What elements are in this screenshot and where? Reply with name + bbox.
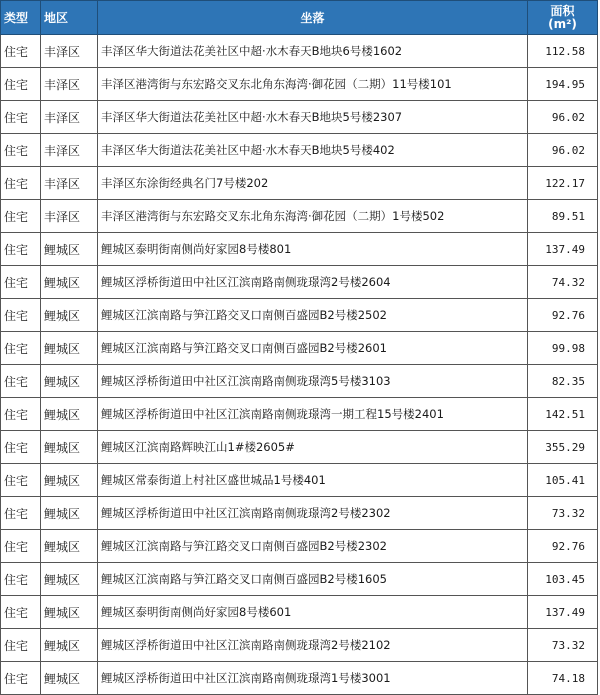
cell-area: 丰泽区 (41, 68, 98, 101)
cell-area: 鲤城区 (41, 233, 98, 266)
cell-size: 82.35 (528, 365, 598, 398)
cell-area: 鲤城区 (41, 530, 98, 563)
cell-area: 鲤城区 (41, 266, 98, 299)
table-row (1, 332, 598, 365)
cell-address: 鲤城区江滨南路与笋江路交叉口南侧百盛园B2号楼2502 (98, 299, 528, 332)
table-row (1, 629, 598, 662)
header-type: 类型 (1, 1, 41, 35)
cell-size: 103.45 (528, 563, 598, 596)
cell-address: 丰泽区港湾街与东宏路交叉东北角东海湾·御花园（二期）1号楼502 (98, 200, 528, 233)
table-row (1, 662, 598, 695)
cell-type: 住宅 (1, 431, 41, 464)
cell-size: 355.29 (528, 431, 598, 464)
cell-address: 鲤城区泰明街南侧尚好家园8号楼601 (98, 596, 528, 629)
cell-address: 鲤城区江滨南路与笋江路交叉口南侧百盛园B2号楼2601 (98, 332, 528, 365)
cell-area: 丰泽区 (41, 167, 98, 200)
cell-size: 137.49 (528, 233, 598, 266)
cell-area: 鲤城区 (41, 332, 98, 365)
cell-area: 鲤城区 (41, 629, 98, 662)
cell-size: 142.51 (528, 398, 598, 431)
header-address: 坐落 (98, 1, 528, 35)
cell-type: 住宅 (1, 662, 41, 695)
cell-size: 73.32 (528, 629, 598, 662)
cell-type: 住宅 (1, 35, 41, 68)
table-row (1, 200, 598, 233)
table-row (1, 365, 598, 398)
cell-type: 住宅 (1, 365, 41, 398)
cell-type: 住宅 (1, 398, 41, 431)
cell-type: 住宅 (1, 629, 41, 662)
table-row (1, 431, 598, 464)
cell-address: 鲤城区浮桥街道田中社区江滨南路南侧珑璟湾2号楼2302 (98, 497, 528, 530)
cell-area: 鲤城区 (41, 299, 98, 332)
cell-area: 鲤城区 (41, 563, 98, 596)
cell-size: 99.98 (528, 332, 598, 365)
cell-area: 鲤城区 (41, 431, 98, 464)
cell-address: 鲤城区江滨南路与笋江路交叉口南侧百盛园B2号楼1605 (98, 563, 528, 596)
cell-address: 丰泽区华大街道法花美社区中超·水木春天B地块5号楼402 (98, 134, 528, 167)
cell-area: 鲤城区 (41, 497, 98, 530)
cell-area: 鲤城区 (41, 596, 98, 629)
table-row (1, 35, 598, 68)
cell-size: 105.41 (528, 464, 598, 497)
table-row (1, 563, 598, 596)
cell-area: 鲤城区 (41, 464, 98, 497)
cell-size: 92.76 (528, 530, 598, 563)
table-header-row (1, 1, 598, 35)
header-area: 地区 (41, 1, 98, 35)
cell-area: 丰泽区 (41, 134, 98, 167)
table-row (1, 68, 598, 101)
table-row (1, 167, 598, 200)
cell-size: 89.51 (528, 200, 598, 233)
header-size-label: 面积 (550, 3, 575, 18)
cell-size: 112.58 (528, 35, 598, 68)
table-row (1, 299, 598, 332)
table-row (1, 596, 598, 629)
table-row (1, 233, 598, 266)
cell-type: 住宅 (1, 101, 41, 134)
cell-address: 丰泽区东涂街经典名门7号楼202 (98, 167, 528, 200)
cell-type: 住宅 (1, 233, 41, 266)
cell-address: 丰泽区华大街道法花美社区中超·水木春天B地块6号楼1602 (98, 35, 528, 68)
table-row (1, 464, 598, 497)
cell-size: 92.76 (528, 299, 598, 332)
cell-type: 住宅 (1, 167, 41, 200)
cell-type: 住宅 (1, 530, 41, 563)
table-row (1, 266, 598, 299)
cell-address: 鲤城区江滨南路辉映江山1#楼2605# (98, 431, 528, 464)
cell-address: 鲤城区常泰街道上村社区盛世城品1号楼401 (98, 464, 528, 497)
cell-address: 丰泽区华大街道法花美社区中超·水木春天B地块5号楼2307 (98, 101, 528, 134)
cell-address: 鲤城区浮桥街道田中社区江滨南路南侧珑璟湾2号楼2604 (98, 266, 528, 299)
table-row (1, 134, 598, 167)
cell-area: 丰泽区 (41, 101, 98, 134)
cell-size: 74.18 (528, 662, 598, 695)
cell-area: 鲤城区 (41, 662, 98, 695)
cell-type: 住宅 (1, 464, 41, 497)
table-row (1, 530, 598, 563)
table-row (1, 398, 598, 431)
cell-area: 鲤城区 (41, 398, 98, 431)
cell-address: 鲤城区泰明街南侧尚好家园8号楼801 (98, 233, 528, 266)
cell-address: 鲤城区浮桥街道田中社区江滨南路南侧珑璟湾1号楼3001 (98, 662, 528, 695)
cell-area: 丰泽区 (41, 200, 98, 233)
cell-type: 住宅 (1, 266, 41, 299)
cell-size: 96.02 (528, 101, 598, 134)
cell-type: 住宅 (1, 332, 41, 365)
cell-type: 住宅 (1, 68, 41, 101)
cell-size: 74.32 (528, 266, 598, 299)
cell-size: 73.32 (528, 497, 598, 530)
cell-area: 鲤城区 (41, 365, 98, 398)
cell-address: 鲤城区浮桥街道田中社区江滨南路南侧珑璟湾一期工程15号楼2401 (98, 398, 528, 431)
cell-type: 住宅 (1, 563, 41, 596)
cell-size: 122.17 (528, 167, 598, 200)
cell-size: 96.02 (528, 134, 598, 167)
cell-type: 住宅 (1, 596, 41, 629)
header-size-unit: (m²) (548, 16, 577, 31)
cell-address: 丰泽区港湾街与东宏路交叉东北角东海湾·御花园（二期）11号楼101 (98, 68, 528, 101)
table-row (1, 497, 598, 530)
cell-type: 住宅 (1, 299, 41, 332)
table-body (1, 35, 598, 695)
cell-size: 194.95 (528, 68, 598, 101)
cell-area: 丰泽区 (41, 35, 98, 68)
table-row (1, 101, 598, 134)
header-size (528, 1, 598, 35)
cell-size: 137.49 (528, 596, 598, 629)
cell-type: 住宅 (1, 134, 41, 167)
cell-address: 鲤城区浮桥街道田中社区江滨南路南侧珑璟湾2号楼2102 (98, 629, 528, 662)
cell-type: 住宅 (1, 497, 41, 530)
cell-address: 鲤城区浮桥街道田中社区江滨南路南侧珑璟湾5号楼3103 (98, 365, 528, 398)
cell-type: 住宅 (1, 200, 41, 233)
cell-address: 鲤城区江滨南路与笋江路交叉口南侧百盛园B2号楼2302 (98, 530, 528, 563)
